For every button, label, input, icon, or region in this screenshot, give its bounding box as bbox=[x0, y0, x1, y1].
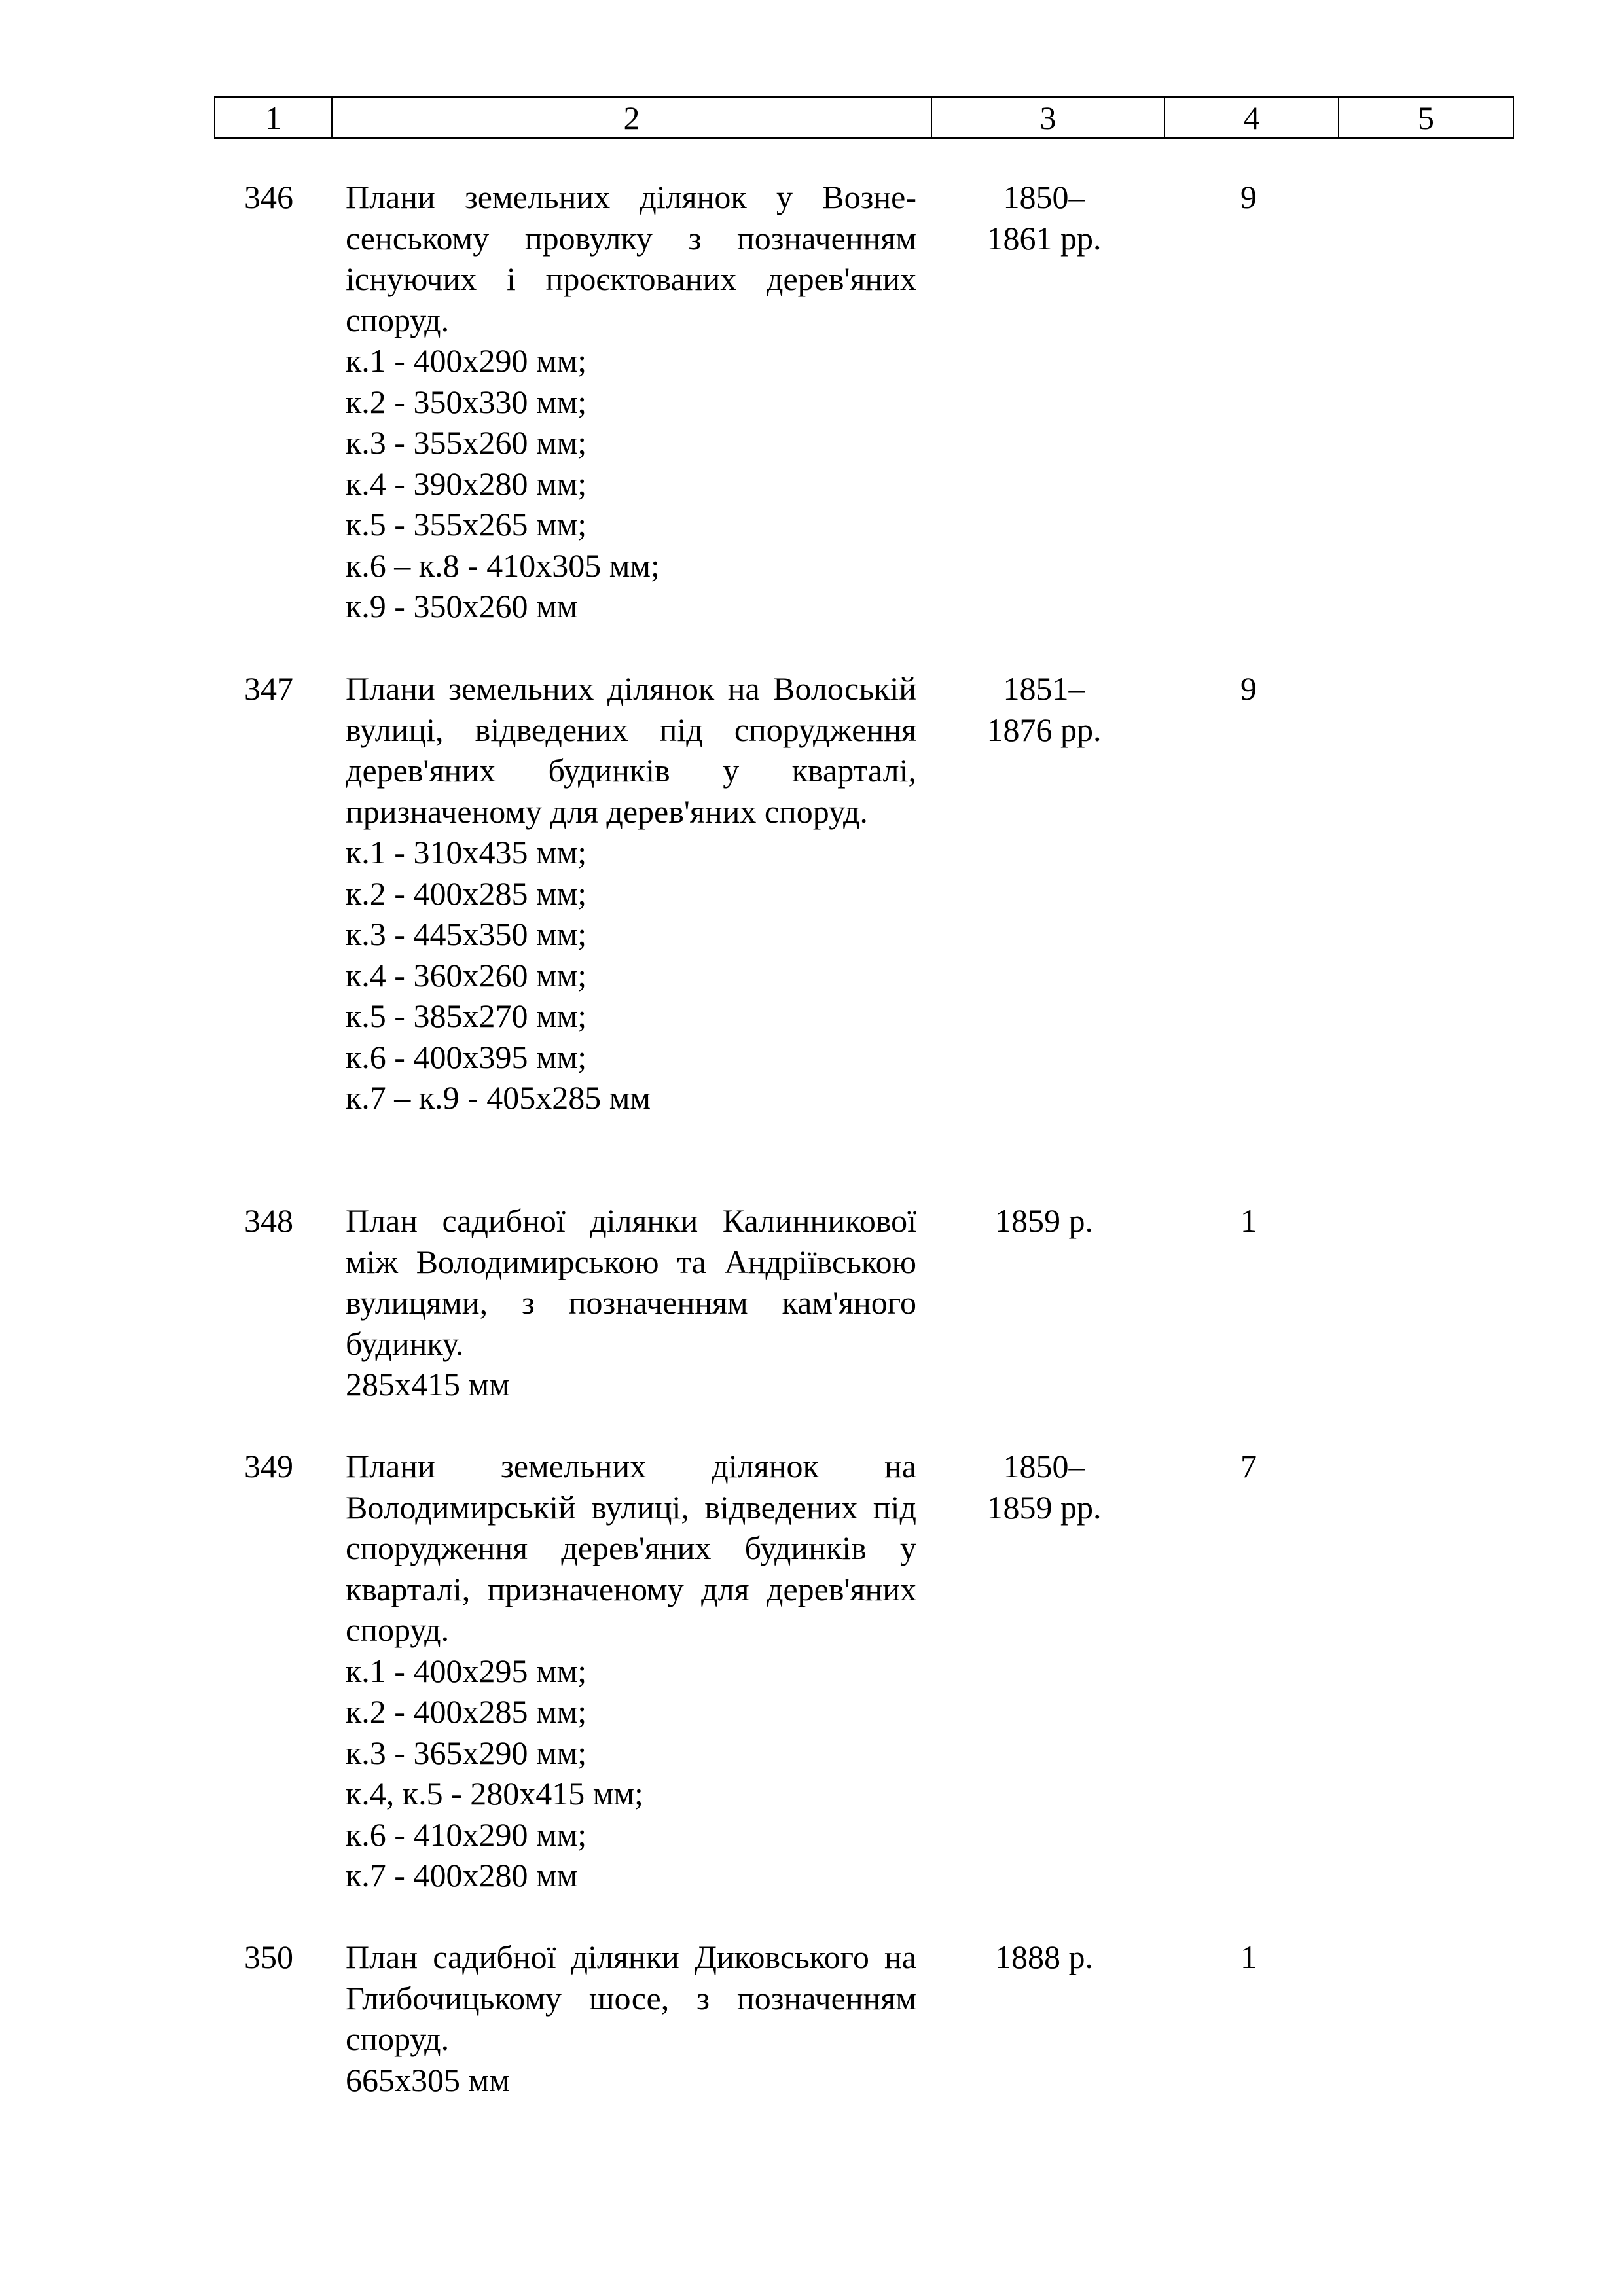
dimension-line: к.1 - 310х435 мм; bbox=[346, 834, 587, 870]
entry-title: Плани земельних ділянок на Волоській вулиці, відведених під спорудження дерев'яних будинків у кварталі, призначеному для дерев'яних споруд. bbox=[346, 670, 916, 830]
dimension-line: 665х305 мм bbox=[346, 2061, 510, 2098]
date-line: 1850– bbox=[1003, 1448, 1085, 1484]
entry-number: 348 bbox=[244, 1202, 293, 1239]
entry-number: 350 bbox=[244, 1939, 293, 1975]
dimension-line: к.6 - 410х290 мм; bbox=[346, 1816, 587, 1853]
entry-title: План садибної ділянки Калинникової між Володимирською та Андріївською вулицями, з позначенням кам'яного будинку. bbox=[346, 1202, 916, 1362]
entry-sheet-count: 1 bbox=[1240, 1202, 1257, 1239]
date-line: 1850– bbox=[1003, 179, 1085, 215]
dimension-line: к.7 – к.9 - 405х285 мм bbox=[346, 1079, 651, 1116]
dimension-line: к.6 – к.8 - 410х305 мм; bbox=[346, 547, 660, 584]
dimension-line: к.4 - 390х280 мм; bbox=[346, 465, 587, 502]
entry-description bbox=[346, 1200, 916, 1405]
dimension-line: к.4, к.5 - 280х415 мм; bbox=[346, 1775, 643, 1812]
column-header-1: 1 bbox=[215, 97, 332, 138]
column-header-4: 4 bbox=[1164, 97, 1339, 138]
dimension-line: к.2 - 350х330 мм; bbox=[346, 383, 587, 420]
dimension-line: к.5 - 355х265 мм; bbox=[346, 506, 587, 543]
dimension-line: к.3 - 365х290 мм; bbox=[346, 1734, 587, 1771]
entry-title: Плани земельних ділянок у Вознесенському провулку з позначенням існуючих і проєктованих дерев'яних споруд. bbox=[346, 179, 916, 338]
dimension-line: к.3 - 355х260 мм; bbox=[346, 424, 587, 461]
entry-dates bbox=[933, 668, 1155, 750]
column-header-3: 3 bbox=[931, 97, 1164, 138]
dimension-line: к.6 - 400х395 мм; bbox=[346, 1038, 587, 1075]
entry-dimensions bbox=[346, 832, 916, 1119]
entry-description bbox=[346, 668, 916, 1119]
entry-sheet-count: 7 bbox=[1240, 1448, 1257, 1484]
date-line: 1861 рр. bbox=[986, 219, 1102, 257]
entry-dates bbox=[933, 1200, 1155, 1242]
entry-title: План садибної ділянки Диковського на Глибочицькому шосе, з позначенням споруд. bbox=[346, 1939, 916, 2057]
date-line: 1859 рр. bbox=[986, 1488, 1102, 1526]
dimension-line: к.9 - 350х260 мм bbox=[346, 588, 578, 624]
entry-number: 349 bbox=[244, 1448, 293, 1484]
entry-dimensions bbox=[346, 1364, 916, 1405]
entry-dimensions bbox=[346, 340, 916, 627]
entry-dates bbox=[933, 177, 1155, 259]
entry-sheet-count: 1 bbox=[1240, 1939, 1257, 1975]
entry-dates bbox=[933, 1446, 1155, 1528]
entry-description bbox=[346, 1446, 916, 1896]
entry-number: 346 bbox=[244, 179, 293, 215]
entry-description bbox=[346, 1937, 916, 2100]
dimension-line: к.1 - 400х295 мм; bbox=[346, 1652, 587, 1689]
entry-dimensions bbox=[346, 2060, 916, 2101]
dimension-line: к.1 - 400х290 мм; bbox=[346, 342, 587, 379]
entry-dimensions bbox=[346, 1651, 916, 1896]
date-line: 1888 р. bbox=[995, 1939, 1093, 1975]
dimension-line: к.7 - 400х280 мм bbox=[346, 1857, 578, 1893]
date-line: 1859 р. bbox=[995, 1202, 1093, 1239]
column-header-row bbox=[215, 97, 1513, 138]
entry-sheet-count: 9 bbox=[1240, 670, 1257, 707]
dimension-line: к.5 - 385х270 мм; bbox=[346, 997, 587, 1034]
date-line: 1876 рр. bbox=[986, 711, 1102, 748]
column-header-5: 5 bbox=[1339, 97, 1513, 138]
date-line: 1851– bbox=[1003, 670, 1085, 707]
entry-number: 347 bbox=[244, 670, 293, 707]
entry-sheet-count: 9 bbox=[1240, 179, 1257, 215]
dimension-line: к.2 - 400х285 мм; bbox=[346, 874, 587, 912]
entry-title: Плани земельних ділянок на Володимирській вулиці, відведених під спорудження дерев'яних будинків у кварталі, призначеному для дерев'яних споруд. bbox=[346, 1448, 916, 1648]
dimension-line: к.2 - 400х285 мм; bbox=[346, 1693, 587, 1730]
entry-dates bbox=[933, 1937, 1155, 1978]
dimension-line: 285х415 мм bbox=[346, 1366, 510, 1403]
dimension-line: к.4 - 360х260 мм; bbox=[346, 956, 587, 994]
column-header-2: 2 bbox=[332, 97, 931, 138]
entry-description bbox=[346, 177, 916, 627]
column-header-table bbox=[214, 96, 1514, 139]
dimension-line: к.3 - 445х350 мм; bbox=[346, 916, 587, 952]
